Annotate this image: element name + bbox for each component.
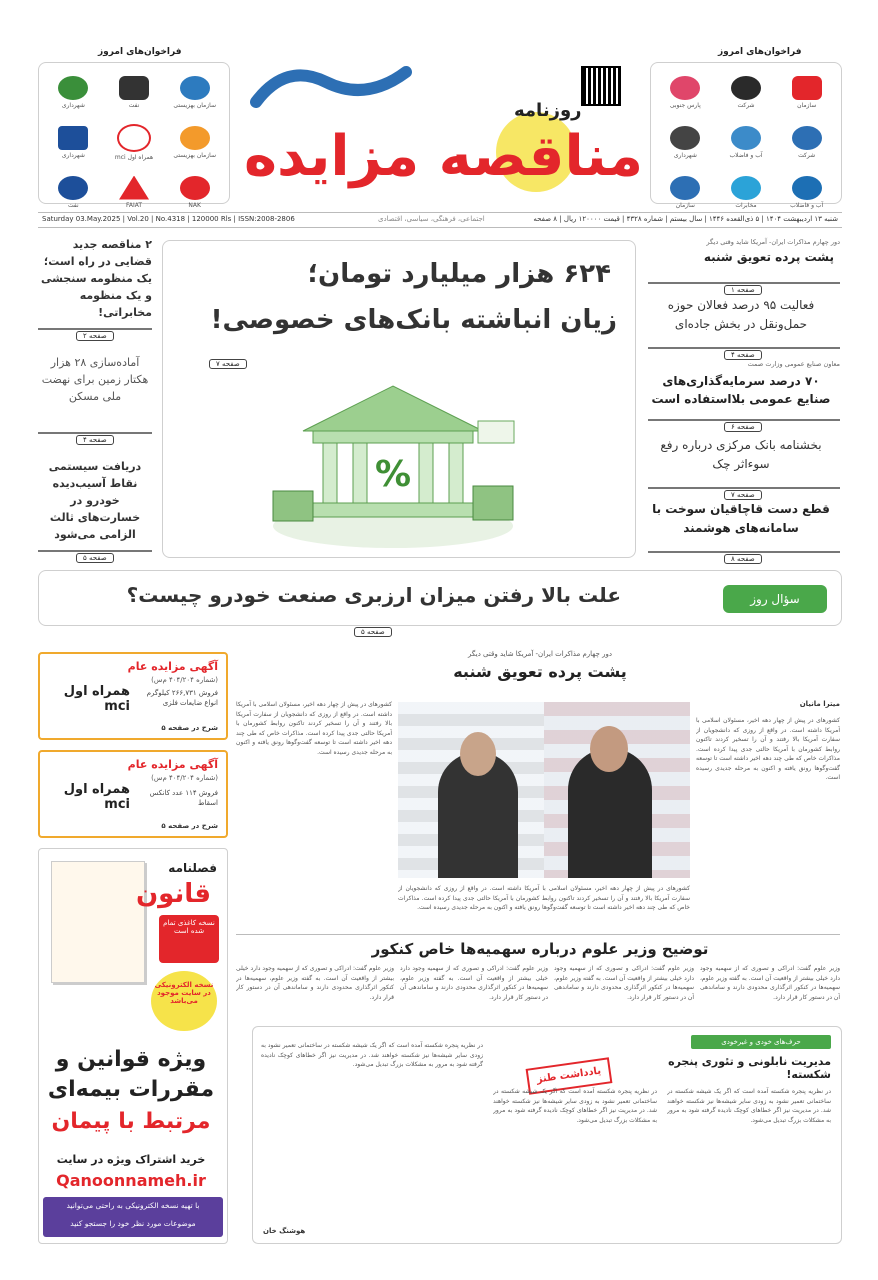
subtitle: اجتماعی، فرهنگی، سیاسی، اقتصادی	[378, 215, 485, 223]
right-item-2-title[interactable]: فعالیت ۹۵ درصد فعالان حوزه حمل‌ونقل در بخش جاده‌ای	[667, 298, 815, 331]
main-story[interactable]	[162, 240, 636, 558]
logo-cell[interactable]: FAIAT	[106, 169, 163, 215]
page-ref: صفحه ۷	[724, 482, 762, 501]
org-logo-icon	[58, 126, 88, 150]
flame-icon	[119, 176, 149, 200]
svg-text:%: %	[374, 454, 412, 495]
logo-cell[interactable]: نفت	[106, 69, 163, 115]
date-fa: شنبه ۱۳ اردیبهشت ۱۴۰۴ | ۵ ذی‌القعده ۱۴۴۶ | سال بیستم | شماره ۴۳۲۸ | قیمت ۱۲۰۰۰۰ ریال | ۸ صفحه	[533, 215, 838, 223]
magazine-cover	[51, 861, 145, 983]
logo-cell[interactable]: آب و فاضلاب	[718, 119, 775, 165]
org-logo-icon	[731, 76, 761, 100]
page-ref: صفحه ۸	[724, 546, 762, 565]
brand-blue-swoosh	[246, 52, 416, 132]
logo-cell[interactable]: نفت	[45, 169, 102, 215]
auction-ad-1[interactable]: آگهی مزایده عام (شماره ۴۰۴/۲۰۴ م‌س) فروش ۲۶۶,۷۳۱ کیلوگرم انواع ضایعات فلزی شرح در صفحه ۵ همراه اول mci	[38, 652, 228, 740]
org-logo-icon	[731, 176, 761, 200]
info-bar	[38, 212, 842, 228]
right-item-1-kicker: دور چهارم مذاکرات ایران- آمریکا شاید وقتی دیگر	[706, 238, 840, 246]
org-logo-icon	[792, 76, 822, 100]
right-item-3-kicker: معاون صنایع عمومی وزارت صمت	[747, 360, 840, 368]
feature-body-col1: کشورهای در پیش از چهار دهه اخیر، مسئولان اسلامی با آمریکا داشته است. در واقع از روزی که دانشجویان از سفارت آمریکا بالا رفتند و آن را تسخیر کردند تاکنون روابط کشورمان با آمریکا حالتی جدی پیدا کرده است. مذاکرات خاص که طی چند دهه اخیر داشته است تا توسعه گفت‌وگوها رونق یافته و اکنون به مرحله جدیدی رسیده است.	[696, 717, 840, 781]
right-item-3-title[interactable]: ۷۰ درصد سرمایه‌گذاری‌های صنایع عمومی بلااستفاده است	[651, 374, 831, 406]
mci-logo: همراه اول mci	[63, 684, 130, 714]
water-drop-icon	[792, 176, 822, 200]
mci-logo: همراه اول mci	[63, 782, 130, 812]
org-logo-icon	[670, 126, 700, 150]
org-logo-icon	[119, 76, 149, 100]
org-logo-icon	[792, 126, 822, 150]
logo-cell[interactable]: شرکت	[778, 119, 835, 165]
satire-kicker: حرف‌های خودی و غیرخودی	[691, 1035, 831, 1049]
calls-label-left: فراخوان‌های امروز	[98, 47, 182, 57]
logo-cell[interactable]: مخابرات	[718, 169, 775, 215]
satire-stamp: یادداشت طنز	[526, 1057, 613, 1094]
main-headline-2: زیان انباشته بانک‌های خصوصی!	[210, 305, 617, 335]
logo-cell[interactable]: NAK	[166, 169, 223, 215]
logo-cell[interactable]: سازمان بهزیستی	[166, 119, 223, 165]
org-logo-icon	[180, 126, 210, 150]
satire-column[interactable]: حرف‌های خودی و غیرخودی مدیریت نابلونی و تئوری پنجره شکسته! یادداشت طنز در نظریه پنجره شکسته آمده است که اگر یک شیشه شکسته در ساختمانی تعمیر نشود به زودی سایر شیشه‌ها نیز شکسته خواهند شد. در مدیریت نیز اگر خطاهای کوچک نادیده گرفته شود به مرور به مشکلات بزرگ تبدیل می‌شود. در نظریه پنجره شکسته آمده است که اگر یک شیشه شکسته در ساختمانی تعمیر نشود به زودی سایر شیشه‌ها نیز شکسته خواهند شد. در مدیریت نیز اگر خطاهای کوچک نادیده گرفته شود به مرور به مشکلات بزرگ تبدیل می‌شود. در نظریه پنجره شکسته آمده است که اگر یک شیشه شکسته در ساختمانی تعمیر نشود به زودی سایر شیشه‌ها نیز شکسته خواهند شد. در مدیریت نیز اگر خطاهای کوچک نادیده گرفته شود به مرور به مشکلات بزرگ تبدیل می‌شود. هوشنگ خان	[252, 1026, 842, 1244]
bank-illustration	[263, 361, 523, 551]
promo-line2: مرتبط با پیمان	[51, 1109, 211, 1134]
logo-cell[interactable]: شهرداری	[45, 69, 102, 115]
right-item-1-title[interactable]: پشت پرده تعویق شنبه	[703, 250, 834, 264]
org-logo-icon	[670, 176, 700, 200]
logo-cell[interactable]: همراه اول mci	[106, 119, 163, 165]
right-calls-logos	[650, 62, 842, 209]
left-calls-logos	[38, 62, 230, 209]
masthead-brand	[236, 42, 641, 207]
feature-author: میترا مانیان	[799, 700, 840, 708]
right-item-5-title[interactable]: قطع دست قاچاقیان سوخت با سامانه‌های هوشمند	[652, 502, 830, 535]
page-ref: صفحه ۴	[724, 342, 762, 361]
promo-footer: با تهیه نسخه الکترونیکی به راحتی می‌توانید موضوعات مورد نظر خود را جستجو کنید	[43, 1197, 223, 1237]
left-item-1[interactable]: ۲ مناقصه جدید قضایی در راه است؛ یک منظومه سنجشی و یک منظومه مخابراتی!	[40, 238, 152, 319]
date-en: Saturday 03.May.2025 | Vol.20 | No.4318 | 120000 Rls | ISSN:2008-2806	[42, 215, 295, 223]
org-logo-icon	[180, 76, 210, 100]
left-item-2[interactable]: آماده‌سازی ۲۸ هزار هکتار زمین برای نهضت ملی مسکن	[41, 356, 149, 403]
logo-cell[interactable]: آب و فاضلاب	[778, 169, 835, 215]
feature-kicker: دور چهارم مذاکرات ایران- آمریکا شاید وقتی دیگر	[468, 650, 612, 658]
page-ref: صفحه ۷	[209, 351, 247, 370]
org-logo-icon	[670, 76, 700, 100]
auction-ad-2[interactable]: آگهی مزایده عام (شماره ۴۰۴/۲۰۴ م‌س) فروش ۱۱۴ عدد کانکس اسقاط شرح در صفحه ۵ همراه اول mci	[38, 750, 228, 838]
logo-cell[interactable]: پارس جنوبی	[657, 69, 714, 115]
page-ref: صفحه ۲	[76, 323, 114, 342]
feature-body-col2: کشورهای در پیش از چهار دهه اخیر، مسئولان اسلامی با آمریکا داشته است. در واقع از روزی که دانشجویان از سفارت آمریکا بالا رفتند و آن را تسخیر کردند تاکنون روابط کشورمان با آمریکا حالتی جدی پیدا کرده است. مذاکرات خاص که طی چند دهه اخیر داشته است تا توسعه گفت‌وگوها رونق یافته و اکنون به مرحله جدیدی رسیده است.	[398, 885, 690, 911]
feature-body-col3: کشورهای در پیش از چهار دهه اخیر، مسئولان اسلامی با آمریکا داشته است. در واقع از روزی که دانشجویان از سفارت آمریکا بالا رفتند و آن را تسخیر کردند تاکنون روابط کشورمان با آمریکا حالتی جدی پیدا کرده است. مذاکرات خاص که طی چند دهه اخیر داشته است تا توسعه گفت‌وگوها رونق یافته و اکنون به مرحله جدیدی رسیده است.	[236, 701, 392, 756]
page-ref: صفحه ۵	[354, 619, 392, 638]
org-logo-icon	[58, 176, 88, 200]
page-ref: صفحه ۵	[76, 545, 114, 564]
page-ref: صفحه ۱	[724, 277, 762, 296]
calls-label-right: فراخوان‌های امروز	[718, 47, 802, 57]
brand-title: مناقصه مزایده	[244, 124, 643, 189]
promo-site-link[interactable]: Qanoonnameh.ir	[56, 1171, 206, 1190]
logo-cell[interactable]: شهرداری	[657, 119, 714, 165]
question-banner[interactable]	[38, 570, 842, 626]
org-logo-icon	[58, 76, 88, 100]
logo-cell[interactable]: شرکت	[718, 69, 775, 115]
qr-code-icon[interactable]	[581, 66, 621, 106]
brand-small: روزنامه	[514, 100, 582, 121]
question-tag: سؤال روز	[723, 585, 827, 613]
main-headline-1: ۶۲۴ هزار میلیارد تومان؛	[307, 259, 611, 289]
org-logo-icon	[180, 176, 210, 200]
promo-ad[interactable]: فصلنامه قانون نسخه کاغذی تمام شده است نسخه الکترونیکی در سایت موجود می‌باشد ویژه قوانین و مقررات بیمه‌ای مرتبط با پیمان خرید اشتراک ویژه در سایت Qanoonnameh.ir با تهیه نسخه الکترونیکی به راحتی می‌توانید موضوعات مورد نظر خود را جستجو کنید	[38, 848, 228, 1244]
badge-paper: نسخه کاغذی تمام شده است	[159, 915, 219, 963]
logo-cell[interactable]: سازمان	[657, 169, 714, 215]
page-ref: صفحه ۴	[76, 427, 114, 446]
secondary-title[interactable]: توضیح وزیر علوم درباره سهمیه‌ها خاص کنکور	[371, 940, 709, 958]
logo-cell[interactable]: شهرداری	[45, 119, 102, 165]
satire-title: مدیریت نابلونی و تئوری پنجره شکسته!	[668, 1055, 831, 1081]
logo-cell[interactable]: سازمان بهزیستی	[166, 69, 223, 115]
right-item-4-title[interactable]: بخشنامه بانک مرکزی درباره رفع سوءاثر چک	[660, 438, 822, 471]
promo-line1: ویژه قوانین و مقررات بیمه‌ای	[47, 1047, 215, 1102]
left-item-3[interactable]: دریافت سیستمی نقاط آسیب‌دیده خودرو در خسارت‌های ثالث الزامی می‌شود	[48, 460, 142, 541]
org-logo-icon	[731, 126, 761, 150]
logo-cell[interactable]: سازمان	[778, 69, 835, 115]
satire-author: هوشنگ خان	[263, 1227, 306, 1235]
badge-digital: نسخه الکترونیکی در سایت موجود می‌باشد	[151, 971, 217, 1031]
org-logo-icon	[117, 124, 151, 152]
feature-photo	[398, 702, 690, 878]
feature-title[interactable]: پشت پرده تعویق شنبه	[453, 662, 627, 681]
question-text: علت بالا رفتن میزان ارزبری صنعت خودرو چیست؟	[126, 583, 621, 607]
page-ref: صفحه ۶	[724, 414, 762, 433]
